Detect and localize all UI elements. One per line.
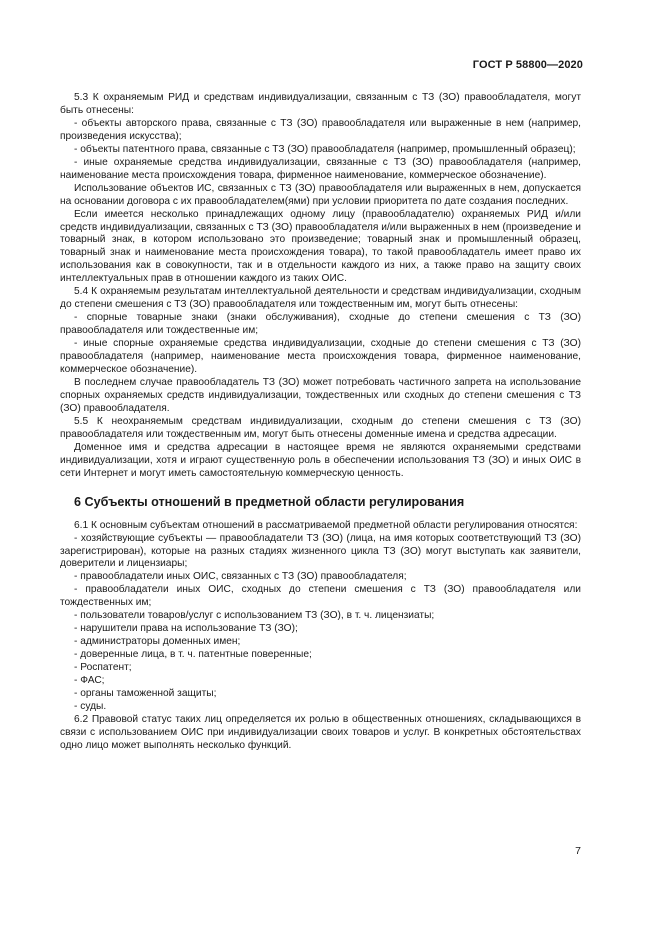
paragraph-5-3: 5.3 К охраняемым РИД и средствам индивидуализации, связанным с ТЗ (ЗО) правообладателя, могут быть отнесены: <box>60 92 581 116</box>
list-item: - администраторы доменных имен; <box>74 636 241 648</box>
list-item: - объекты патентного права, связанные с ТЗ (ЗО) правообладателя (например, промышленный образец); <box>74 143 576 155</box>
section-6-body <box>60 520 581 753</box>
page-content <box>60 92 581 753</box>
section-6-heading: 6 Субъекты отношений в предметной области регулирования <box>74 494 465 509</box>
paragraph: Использование объектов ИС, связанных с ТЗ (ЗО) правообладателя или выраженных в нем, допускается на основании договора с их правообладателем(ями) при условии приоритета по дате создания последних. <box>60 182 581 207</box>
list-item: - суды. <box>74 700 107 712</box>
paragraph-5-5: 5.5 К неохраняемым средствам индивидуализации, сходным до степени смешения с ТЗ (ЗО) правообладателя или тождественным им, могут быть отнесены доменные имена и средства адресации. <box>60 415 581 440</box>
paragraph: Если имеется несколько принадлежащих одному лицу (правообладателю) охраняемых РИД и/или средств индивидуализации, связанных с ТЗ (ЗО) правообладателя и/или выраженных в нем (произведение и товарный знак, в котором использовано это произведение; товарный знак и промышленный образец, товарный знак и наименование места происхождения товара), то такой правообладатель имеет право их использования как в совокупности, так и в отдельности каждого из них, а также право на защиту своих интеллектуальных прав в отношении каждого из таких ОИС. <box>60 208 581 285</box>
paragraph-6-1: 6.1 К основным субъектам отношений в рассматриваемой предметной области регулирования относятся: <box>74 519 578 531</box>
section-5-body <box>60 92 581 481</box>
paragraph: Доменное имя и средства адресации в настоящее время не являются охраняемыми средствами индивидуализации, хотя и играют существенную роль в обеспечении использования ТЗ (ЗО) и иных ОИС в сети Интернет и могут иметь самостоятельную коммерческую ценность. <box>60 441 581 479</box>
list-item: - доверенные лица, в т. ч. патентные поверенные; <box>74 649 312 661</box>
list-item: - нарушители права на использование ТЗ (ЗО); <box>74 623 298 635</box>
list-item: - спорные товарные знаки (знаки обслуживания), сходные до степени смешения с ТЗ (ЗО) правообладателя или тождественные им; <box>60 312 581 337</box>
list-item: - объекты авторского права, связанные с ТЗ (ЗО) правообладателя или выраженные в нем (например, произведения искусства); <box>60 117 581 142</box>
list-item: - хозяйствующие субъекты — правообладатели ТЗ (ЗО) (лица, на имя которых соответствующий ТЗ (ЗО) зарегистрирован), которые на разных стадиях жизненного цикла ТЗ (ЗО) могут выступать как заявители, доверители и лицензиары; <box>60 532 581 570</box>
paragraph-5-4: 5.4 К охраняемым результатам интеллектуальной деятельности и средствам индивидуализации, сходным до степени смешения с ТЗ (ЗО) правообладателя или тождественным им, могут быть отнесены: <box>60 286 581 311</box>
paragraph: В последнем случае правообладатель ТЗ (ЗО) может потребовать частичного запрета на использование спорных охраняемых средств индивидуализации, тождественных или сходных до степени смешения с ТЗ (ЗО) правообладателя. <box>60 376 581 414</box>
document-header: ГОСТ Р 58800—2020 <box>472 59 583 71</box>
list-item: - правообладатели иных ОИС, связанных с ТЗ (ЗО) правообладателя; <box>74 571 407 583</box>
list-item: - правообладатели иных ОИС, сходных до степени смешения с ТЗ (ЗО) правообладателя или тождественных им; <box>60 584 581 609</box>
list-item: - Роспатент; <box>74 662 132 674</box>
list-item: - органы таможенной защиты; <box>74 687 217 699</box>
list-item: - иные спорные охраняемые средства индивидуализации, сходные до степени смешения с ТЗ (ЗО) правообладателя (например, наименование места происхождения товара, фирменное наименование, коммерческое обозначение). <box>60 338 581 376</box>
list-item: - пользователи товаров/услуг с использованием ТЗ (ЗО), в т. ч. лицензиаты; <box>74 610 435 622</box>
page-number: 7 <box>575 845 581 857</box>
paragraph-6-2: 6.2 Правовой статус таких лиц определяется их ролью в общественных отношениях, складывающихся в связи с использованием ОИС при индивидуализации своих товаров и услуг. В конкретных обстоятельствах одно лицо может выполнять несколько функций. <box>60 713 581 751</box>
list-item: - иные охраняемые средства индивидуализации, связанные с ТЗ (ЗО) правообладателя (например, наименование места происхождения товара, фирменное наименование, коммерческое обозначение). <box>60 156 581 181</box>
list-item: - ФАС; <box>74 675 105 687</box>
